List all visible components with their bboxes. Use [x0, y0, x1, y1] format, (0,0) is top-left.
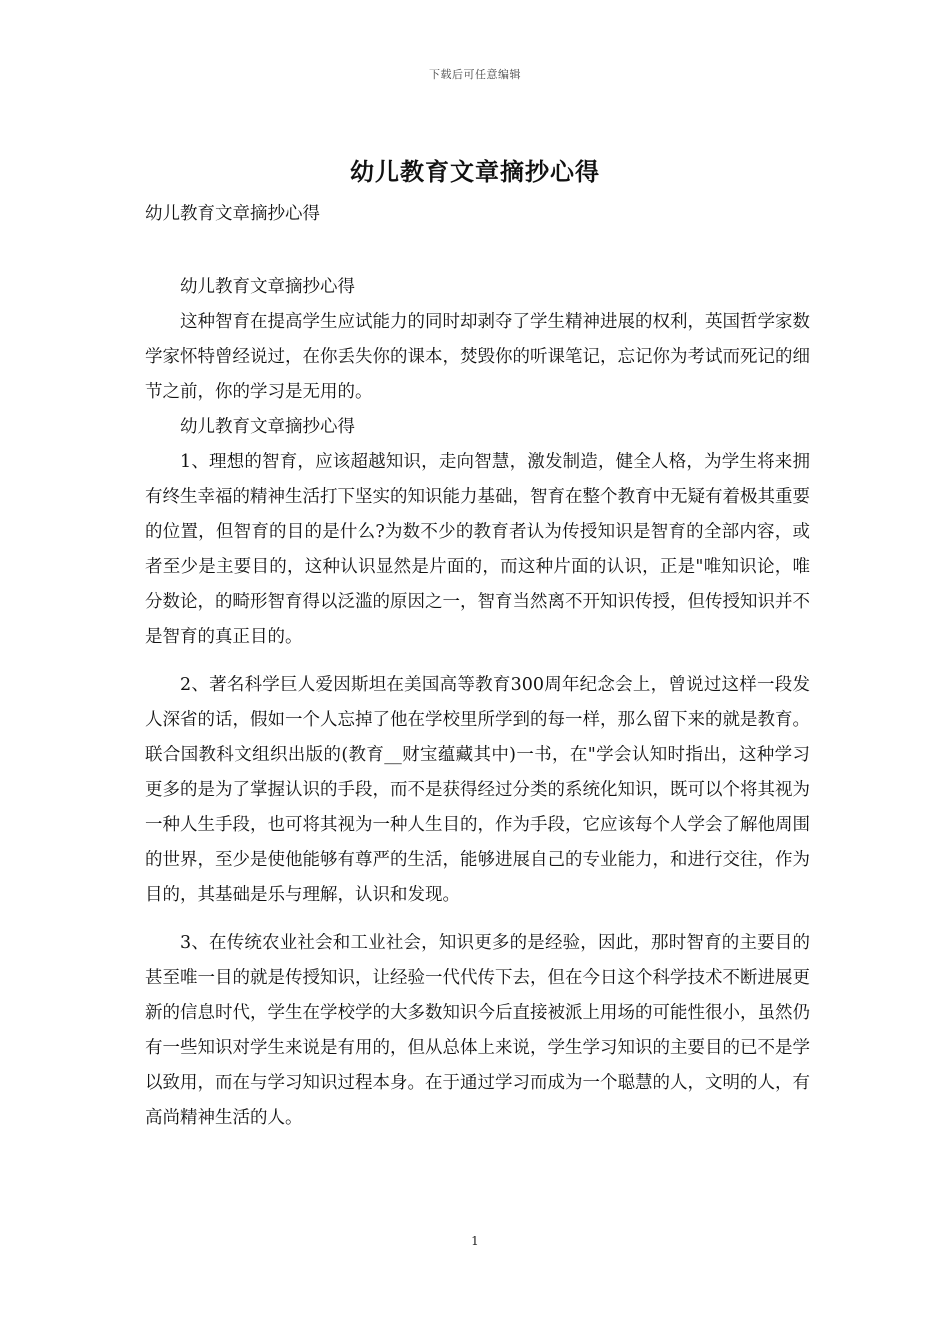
paragraph-intro: 这种智育在提高学生应试能力的同时却剥夺了学生精神进展的权利，英国哲学家数学家怀特曾经说过，在你丢失你的课本，焚毁你的听课笔记，忘记你为考试而死记的细节之前，你的学习是无用的。 — [145, 312, 810, 402]
paragraph-heading-2: 幼儿教育文章摘抄心得 — [180, 417, 355, 437]
paragraph-point-1: 1、理想的智育，应该超越知识，走向智慧，激发制造，健全人格，为学生将来拥有终生幸福的精神生活打下坚实的知识能力基础，智育在整个教育中无疑有着极其重要的位置，但智育的目的是什么?为数不少的教育者认为传授知识是智育的全部内容，或者至少是主要目的，这种认识显然是片面的，而这种片面的认识，正是"唯知识论，唯分数论，的畸形智育得以泛滥的原因之一，智育当然离不开知识传授，但传授知识并不是智育的真正目的。 — [145, 452, 810, 647]
document-body — [145, 270, 810, 1136]
paragraph-heading-1: 幼儿教育文章摘抄心得 — [180, 277, 355, 297]
document-title: 幼儿教育文章摘抄心得 — [350, 157, 600, 186]
document-subtitle: 幼儿教育文章摘抄心得 — [145, 204, 320, 224]
page-header: 下载后可任意编辑 — [429, 68, 521, 81]
paragraph-point-3: 3、在传统农业社会和工业社会，知识更多的是经验，因此，那时智育的主要目的甚至唯一目的就是传授知识，让经验一代代传下去，但在今日这个科学技术不断进展更新的信息时代，学生在学校学的大多数知识今后直接被派上用场的可能性很小，虽然仍有一些知识对学生来说是有用的，但从总体上来说，学生学习知识的主要目的已不是学以致用，而在与学习知识过程本身。在于通过学习而成为一个聪慧的人，文明的人，有高尚精神生活的人。 — [145, 933, 810, 1128]
page-number: 1 — [471, 1234, 479, 1248]
paragraph-point-2: 2、著名科学巨人爱因斯坦在美国高等教育300周年纪念会上，曾说过这样一段发人深省的话，假如一个人忘掉了他在学校里所学到的每一样，那么留下来的就是教育。联合国教科文组织出版的(教育__财宝蕴藏其中)一书，在"学会认知时指出，这种学习更多的是为了掌握认识的手段，而不是获得经过分类的系统化知识，既可以个将其视为一种人生手段，也可将其视为一种人生目的，作为手段，它应该每个人学会了解他周围的世界，至少是使他能够有尊严的生活，能够进展自己的专业能力，和进行交往，作为目的，其基础是乐与理解，认识和发现。 — [145, 675, 810, 905]
